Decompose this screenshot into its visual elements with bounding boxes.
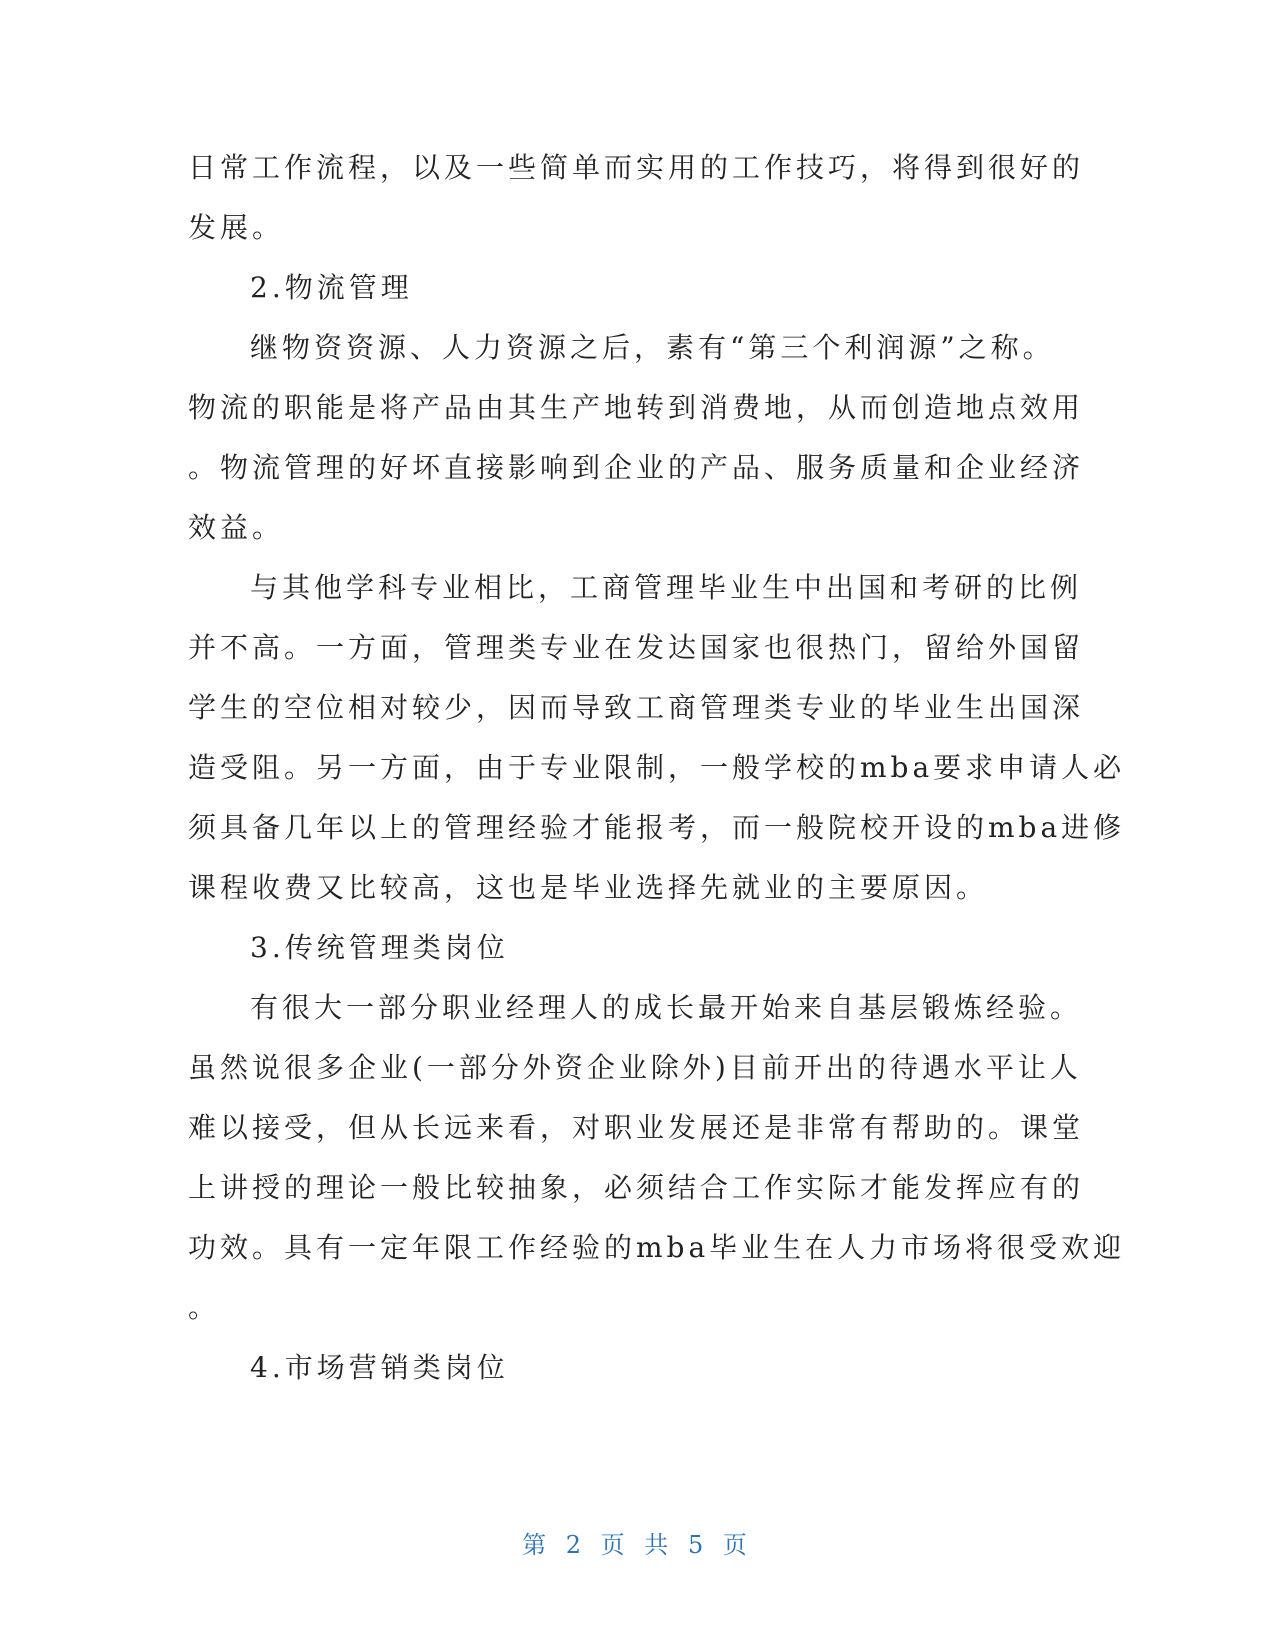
body-line: 上讲授的理论一般比较抽象，必须结合工作实际才能发挥应有的: [188, 1171, 1085, 1204]
body-line: 继物资资源、人力资源之后，素有“第三个利润源”之称。: [250, 331, 1055, 364]
body-line: 日常工作流程，以及一些简单而实用的工作技巧，将得到很好的: [188, 151, 1085, 184]
body-line: 须具备几年以上的管理经验才能报考，而一般院校开设的mba进修: [188, 811, 1126, 844]
body-line: 造受阻。另一方面，由于专业限制，一般学校的mba要求申请人必: [188, 751, 1126, 784]
body-line: 有很大一部分职业经理人的成长最开始来自基层锻炼经验。: [250, 991, 1083, 1024]
page-footer: [0, 1525, 1275, 1560]
section-heading: 3.传统管理类岗位: [250, 931, 509, 964]
body-line: 效益。: [188, 511, 285, 544]
body-line: 功效。具有一定年限工作经验的mba毕业生在人力市场将很受欢迎: [188, 1231, 1126, 1264]
body-line: 发展。: [188, 211, 285, 244]
section-heading: 4.市场营销类岗位: [250, 1351, 509, 1384]
page-number-label: 第 2 页 共 5 页: [522, 1531, 753, 1559]
body-line: 并不高。一方面，管理类专业在发达国家也很热门，留给外国留: [188, 631, 1085, 664]
body-line: 难以接受，但从长远来看，对职业发展还是非常有帮助的。课堂: [188, 1111, 1085, 1144]
body-line: 学生的空位相对较少，因而导致工商管理类专业的毕业生出国深: [188, 691, 1085, 724]
body-line: 与其他学科专业相比，工商管理毕业生中出国和考研的比例: [250, 571, 1083, 604]
document-body: [188, 138, 1126, 1398]
section-heading: 2.物流管理: [250, 271, 413, 304]
body-line: 。: [188, 1291, 221, 1324]
body-line: 物流的职能是将产品由其生产地转到消费地，从而创造地点效用: [188, 391, 1085, 424]
body-line: 。物流管理的好坏直接影响到企业的产品、服务质量和企业经济: [188, 451, 1085, 484]
body-line: 课程收费又比较高，这也是毕业选择先就业的主要原因。: [188, 871, 989, 904]
body-line: 虽然说很多企业(一部分外资企业除外)目前开出的待遇水平让人: [188, 1051, 1082, 1084]
